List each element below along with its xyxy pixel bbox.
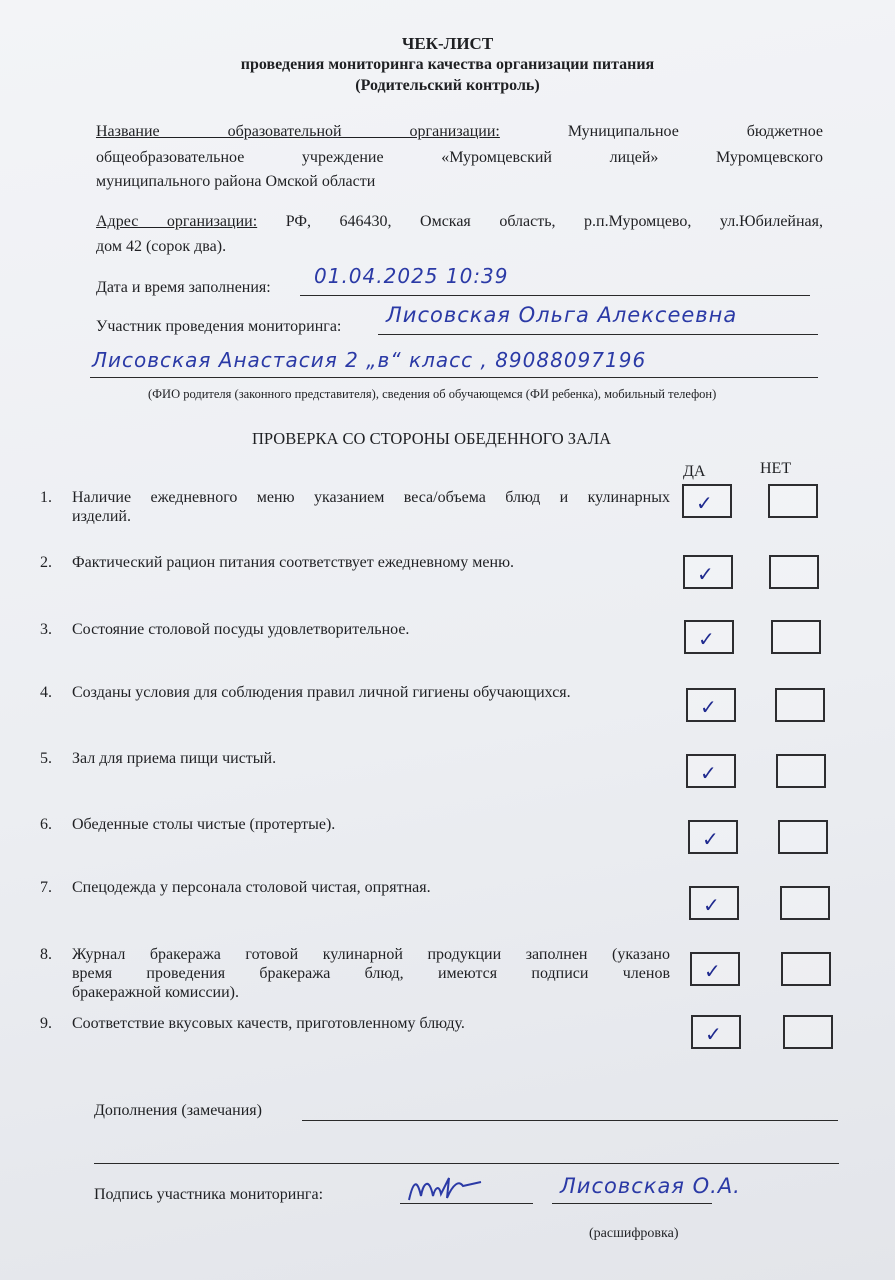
checkmark-icon: ✓ bbox=[705, 1022, 722, 1046]
item-number: 7. bbox=[40, 879, 52, 896]
item-text-line-1: Обеденные столы чистые (протертые). bbox=[72, 816, 336, 833]
checkbox-yes-item-3[interactable] bbox=[684, 620, 734, 654]
item-text-line-1: Журнал бракеража готовой кулинарной продукции заполнен (указано bbox=[72, 946, 670, 963]
item-number: 1. bbox=[40, 489, 52, 506]
additions-label: Дополнения (замечания) bbox=[94, 1102, 262, 1119]
decoding-note: (расшифровка) bbox=[589, 1226, 679, 1241]
doc-title: ЧЕК-ЛИСТ bbox=[401, 34, 494, 53]
checkmark-icon: ✓ bbox=[697, 562, 714, 586]
address-line-1 bbox=[96, 211, 823, 232]
checkbox-no-item-5[interactable] bbox=[776, 754, 826, 788]
checkbox-no-item-9[interactable] bbox=[783, 1015, 833, 1049]
datetime-value: 01.04.2025 10:39 bbox=[314, 264, 509, 288]
item-text-line-1: Созданы условия для соблюдения правил личной гигиены обучающихся. bbox=[72, 684, 571, 701]
address-value-part1: РФ, 646430, Омская область, р.п.Муромцево, ул.Юбилейная, bbox=[285, 213, 824, 230]
item-text bbox=[72, 749, 670, 768]
item-text bbox=[72, 620, 670, 639]
address-label: Адрес организации: bbox=[96, 213, 258, 230]
item-text-line-2: время проведения бракеража блюд, имеются подписи членов bbox=[72, 965, 670, 982]
participant-name: Лисовская Ольга Алексеевна bbox=[386, 303, 738, 327]
checkmark-icon: ✓ bbox=[700, 695, 717, 719]
checkbox-yes-item-2[interactable] bbox=[683, 555, 733, 589]
checkbox-no-item-3[interactable] bbox=[771, 620, 821, 654]
signature-decoding: Лисовская О.А. bbox=[560, 1174, 741, 1198]
checkbox-no-item-8[interactable] bbox=[781, 952, 831, 986]
decoding-line bbox=[552, 1203, 712, 1204]
participant-note: (ФИО родителя (законного представителя), сведения об обучающемся (ФИ ребенка), мобильный телефон) bbox=[148, 387, 717, 401]
item-text bbox=[72, 1014, 670, 1033]
additions-line-2 bbox=[94, 1163, 839, 1164]
item-text bbox=[72, 815, 670, 834]
item-text-line-1: Наличие ежедневного меню указанием веса/объема блюд и кулинарных bbox=[72, 489, 670, 506]
participant-underline-1 bbox=[378, 334, 818, 335]
checkmark-icon: ✓ bbox=[696, 491, 713, 515]
col-no-label: НЕТ bbox=[760, 460, 792, 477]
checkbox-no-item-4[interactable] bbox=[775, 688, 825, 722]
item-text-line-1: Спецодежда у персонала столовой чистая, опрятная. bbox=[72, 879, 431, 896]
item-number: 8. bbox=[40, 946, 52, 963]
participant-underline-2 bbox=[90, 377, 818, 378]
item-text-line-1: Состояние столовой посуды удовлетворительное. bbox=[72, 621, 410, 638]
section-title: ПРОВЕРКА СО СТОРОНЫ ОБЕДЕННОГО ЗАЛА bbox=[252, 429, 612, 448]
checkbox-no-item-2[interactable] bbox=[769, 555, 819, 589]
item-text-line-1: Фактический рацион питания соответствует ежедневному меню. bbox=[72, 554, 515, 571]
item-text bbox=[72, 878, 670, 897]
item-text-line-1: Соответствие вкусовых качеств, приготовленному блюду. bbox=[72, 1015, 465, 1032]
item-text bbox=[72, 488, 670, 526]
item-number: 3. bbox=[40, 621, 52, 638]
checkmark-icon: ✓ bbox=[704, 959, 721, 983]
item-text bbox=[72, 553, 670, 572]
checkbox-no-item-7[interactable] bbox=[780, 886, 830, 920]
signature-mark bbox=[405, 1172, 485, 1206]
org-line-3: муниципального района Омской области bbox=[96, 173, 376, 190]
doc-type: (Родительский контроль) bbox=[355, 77, 540, 94]
checkbox-no-item-6[interactable] bbox=[778, 820, 828, 854]
participant-child-info: Лисовская Анастасия 2 „в“ класс , 89088097196 bbox=[92, 348, 647, 372]
checkbox-yes-item-6[interactable] bbox=[688, 820, 738, 854]
org-line-1 bbox=[96, 121, 823, 142]
datetime-label: Дата и время заполнения: bbox=[96, 279, 271, 296]
item-text-line-3: бракеражной комиссии). bbox=[72, 984, 239, 1001]
signature-label: Подпись участника мониторинга: bbox=[94, 1186, 324, 1203]
checkmark-icon: ✓ bbox=[700, 761, 717, 785]
participant-label: Участник проведения мониторинга: bbox=[96, 318, 342, 335]
col-yes-label: ДА bbox=[683, 463, 706, 480]
item-text-line-2: изделий. bbox=[72, 508, 131, 525]
item-number: 6. bbox=[40, 816, 52, 833]
checkbox-yes-item-5[interactable] bbox=[686, 754, 736, 788]
checkbox-yes-item-1[interactable] bbox=[682, 484, 732, 518]
item-number: 5. bbox=[40, 750, 52, 767]
checkbox-yes-item-7[interactable] bbox=[689, 886, 739, 920]
item-number: 9. bbox=[40, 1015, 52, 1032]
checkbox-no-item-1[interactable] bbox=[768, 484, 818, 518]
item-text bbox=[72, 683, 670, 702]
item-text-line-1: Зал для приема пищи чистый. bbox=[72, 750, 277, 767]
address-line-2: дом 42 (сорок два). bbox=[96, 238, 227, 255]
datetime-underline bbox=[300, 295, 810, 296]
checkbox-yes-item-4[interactable] bbox=[686, 688, 736, 722]
checkmark-icon: ✓ bbox=[698, 627, 715, 651]
checkbox-yes-item-9[interactable] bbox=[691, 1015, 741, 1049]
org-line-2: общеобразовательное учреждение «Муромцевский лицей» Муромцевского bbox=[96, 149, 823, 166]
additions-line-1 bbox=[302, 1120, 838, 1121]
checkbox-yes-item-8[interactable] bbox=[690, 952, 740, 986]
item-text bbox=[72, 945, 670, 1002]
checkmark-icon: ✓ bbox=[703, 893, 720, 917]
org-label: Название образовательной организации: bbox=[96, 123, 500, 140]
checkmark-icon: ✓ bbox=[702, 827, 719, 851]
org-name-part1: Муниципальное бюджетное bbox=[567, 123, 823, 140]
item-number: 4. bbox=[40, 684, 52, 701]
item-number: 2. bbox=[40, 554, 52, 571]
doc-subtitle: проведения мониторинга качества организации питания bbox=[240, 56, 655, 73]
